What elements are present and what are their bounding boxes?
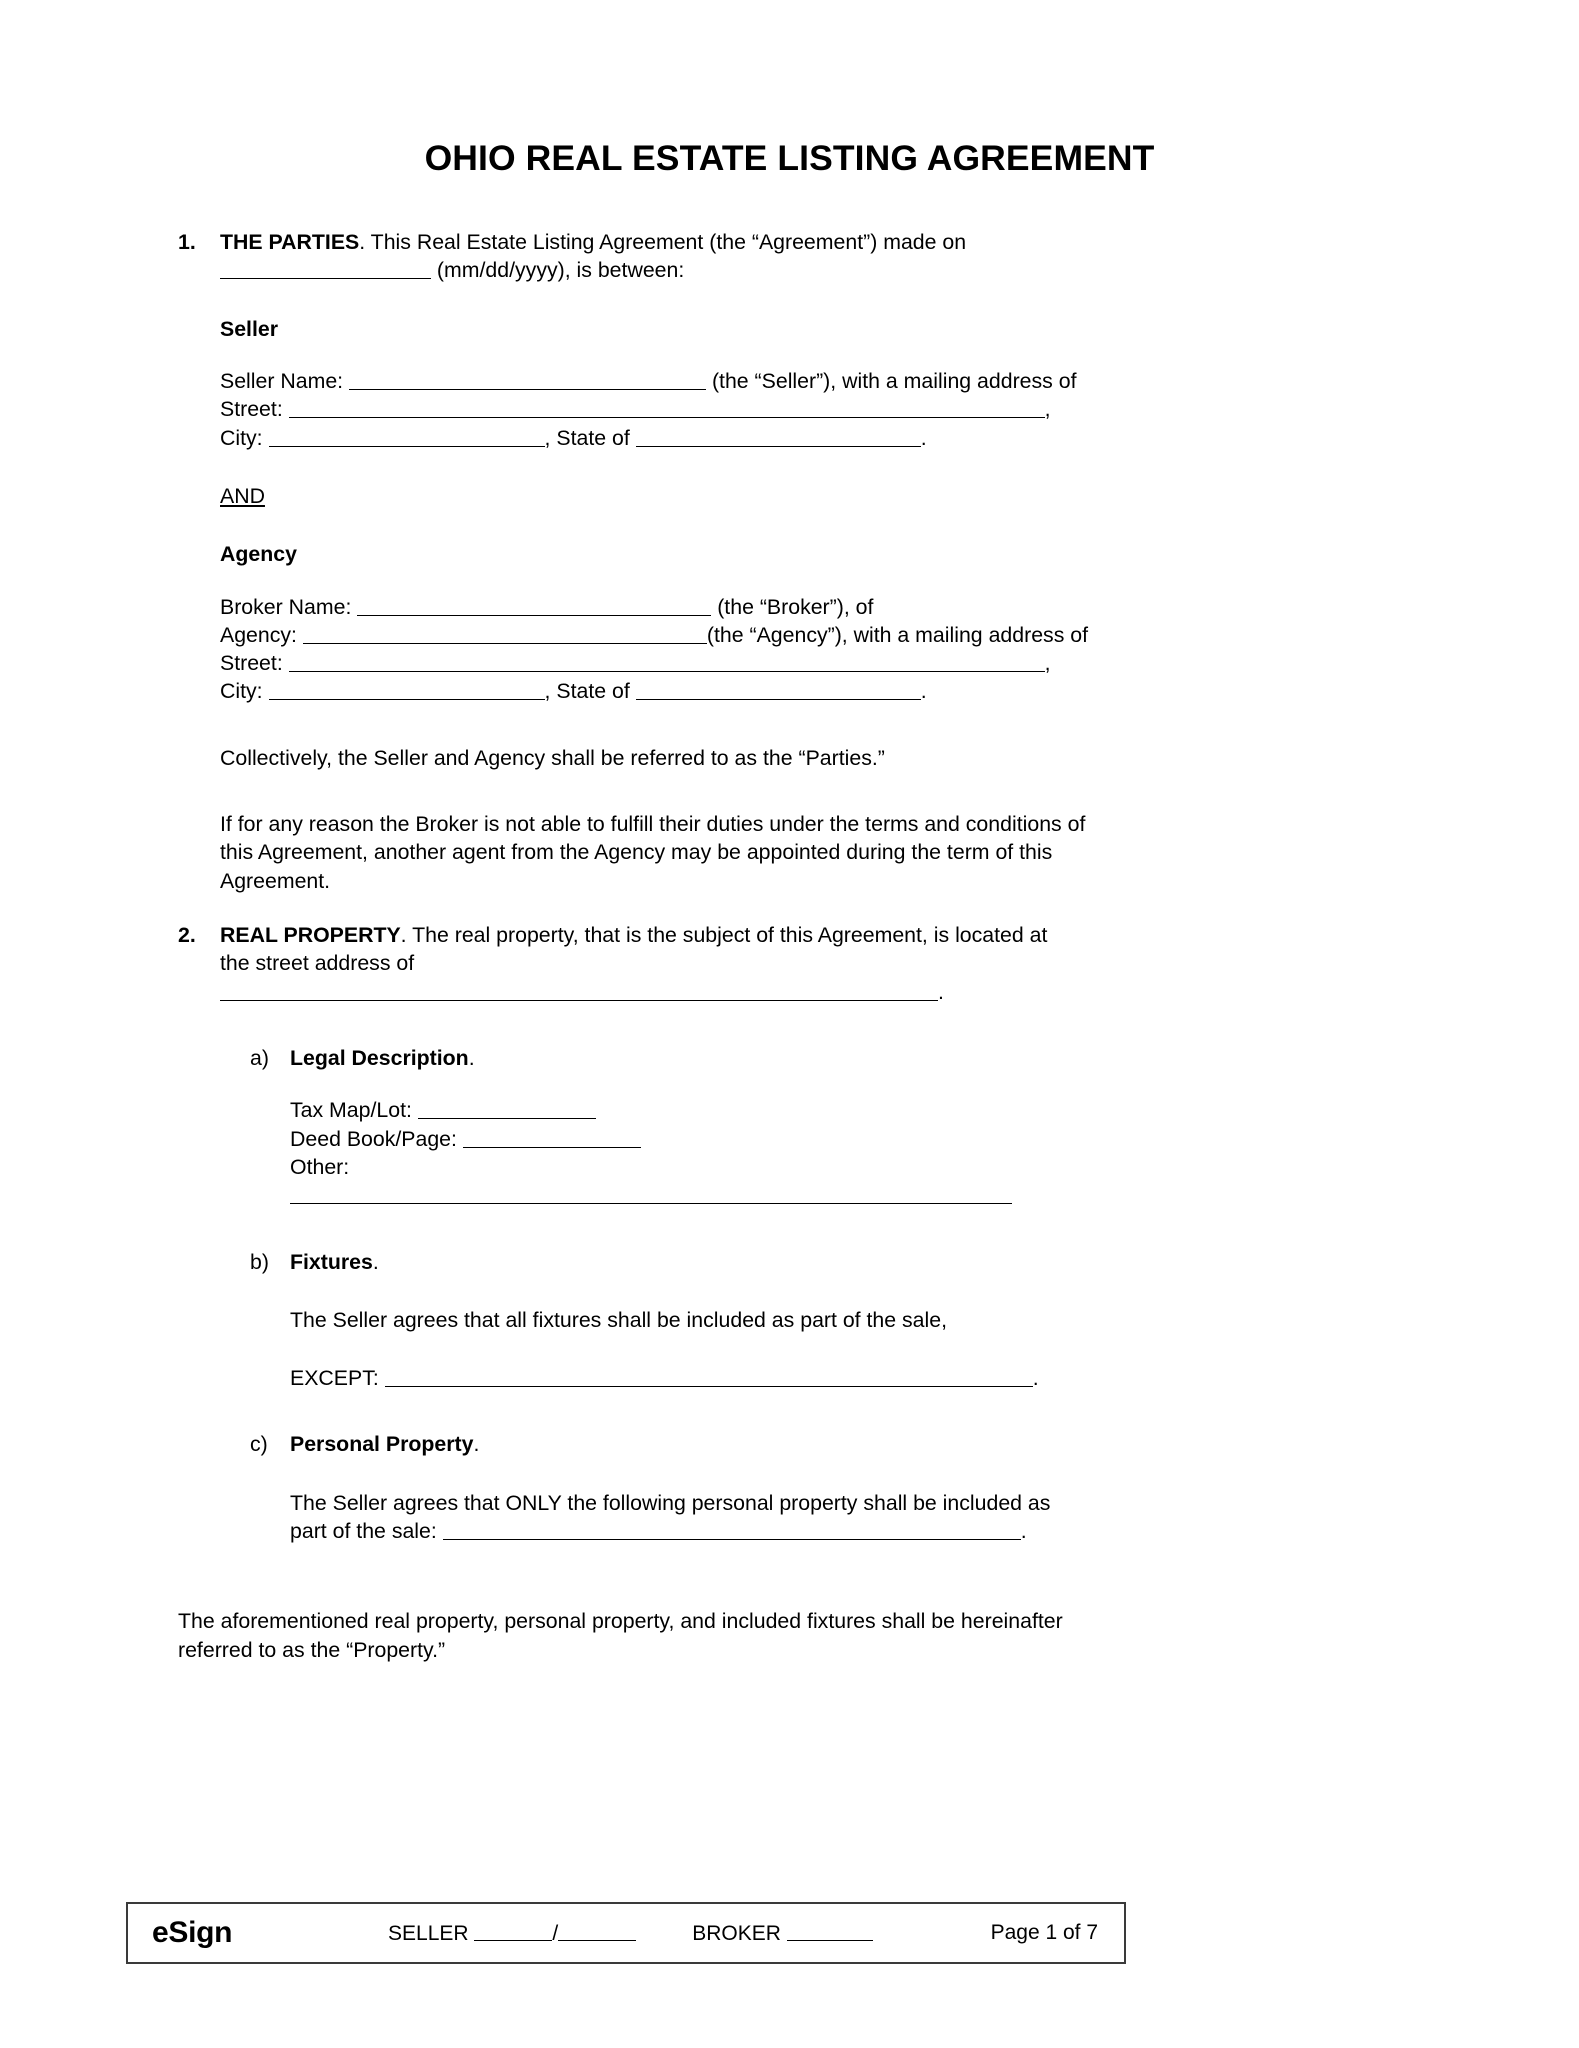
subclause-c <box>250 1430 1068 1458</box>
seller-city-blank[interactable] <box>269 425 545 446</box>
page-footer <box>126 1902 1126 1964</box>
legal-description-heading: Legal Description <box>290 1045 469 1070</box>
clause-2 <box>178 921 1068 1006</box>
subclause-b-letter: b) <box>250 1249 269 1274</box>
spacer <box>178 1392 1068 1430</box>
seller-name-line <box>220 367 1088 395</box>
personal-property-heading-suffix: . <box>473 1432 480 1457</box>
agency-street-line <box>220 649 1088 677</box>
seller-name-blank[interactable] <box>349 369 706 390</box>
spacer <box>178 1276 1068 1306</box>
seller-state-blank[interactable] <box>636 425 921 446</box>
clause-2-number: 2. <box>178 923 196 947</box>
spacer <box>220 285 1088 315</box>
agency-name-suffix: (the “Agency”), with a mailing address of <box>706 622 1089 647</box>
broker-name-suffix: (the “Broker”), of <box>717 594 874 619</box>
other-label: Other: <box>290 1154 350 1179</box>
personal-property-text-span: The Seller agrees that ONLY the following personal property shall be included as part of the sale: <box>290 1490 1051 1544</box>
broker-name-line <box>220 593 1088 621</box>
personal-property-text <box>290 1489 1068 1546</box>
seller-street-line <box>220 395 1088 423</box>
tax-map-line <box>290 1096 1068 1124</box>
agency-state-label: , State of <box>544 679 630 704</box>
other-blank[interactable] <box>290 1183 1012 1204</box>
agency-street-label: Street: <box>220 651 283 676</box>
fixtures-heading-suffix: . <box>372 1249 379 1274</box>
subclause-c-letter: c) <box>250 1432 268 1457</box>
clause-2-address-suffix: . <box>938 979 944 1004</box>
footer-broker-initials <box>692 1921 873 1946</box>
spacer <box>220 510 1088 540</box>
broker-name-label: Broker Name: <box>220 594 352 619</box>
agency-name-blank[interactable] <box>303 623 707 644</box>
subclause-a-letter: a) <box>250 1045 269 1070</box>
seller-street-blank[interactable] <box>289 397 1045 418</box>
clause-1-heading: THE PARTIES <box>220 230 360 254</box>
esign-logo: eSign <box>152 1916 233 1949</box>
legal-description-heading-suffix: . <box>468 1045 475 1070</box>
collectively-paragraph: Collectively, the Seller and Agency shall be referred to as the “Parties.” <box>220 745 885 770</box>
spacer <box>220 706 1088 744</box>
agency-city-suffix: . <box>920 679 927 704</box>
clause-1-intro <box>220 228 1088 256</box>
property-address-blank[interactable] <box>220 979 938 1000</box>
fixtures-detail <box>290 1306 1068 1393</box>
broker-name-blank[interactable] <box>357 594 711 615</box>
subclause-b-title <box>290 1248 1068 1276</box>
footer-seller-blank-1[interactable] <box>474 1921 552 1942</box>
tax-map-blank[interactable] <box>418 1098 596 1119</box>
page-title: OHIO REAL ESTATE LISTING AGREEMENT <box>424 138 1155 178</box>
agency-state-blank[interactable] <box>636 679 921 700</box>
spacer <box>178 1210 1068 1248</box>
clause-1-date-suffix: (mm/dd/yyyy), is between: <box>436 258 685 283</box>
clause-2-body <box>220 921 1068 1006</box>
spacer <box>220 569 1088 593</box>
clause-1-body <box>220 228 1088 895</box>
clause-1-intro-text: . This Real Estate Listing Agreement (the “Agreement”) made on <box>359 230 967 254</box>
other-line <box>290 1153 1068 1210</box>
deed-book-label: Deed Book/Page: <box>290 1126 457 1151</box>
clause-2-intro <box>220 921 1068 1006</box>
seller-street-label: Street: <box>220 397 283 422</box>
seller-fields <box>220 367 1088 452</box>
deed-book-line <box>290 1125 1068 1153</box>
seller-name-suffix: (the “Seller”), with a mailing address of <box>711 368 1077 393</box>
agency-city-label: City: <box>220 679 263 704</box>
subclause-a <box>250 1044 1068 1072</box>
seller-city-suffix: . <box>920 425 927 450</box>
fixtures-heading: Fixtures <box>290 1249 373 1274</box>
fixtures-except-blank[interactable] <box>385 1366 1033 1387</box>
seller-name-label: Seller Name: <box>220 368 344 393</box>
tax-map-label: Tax Map/Lot: <box>290 1098 412 1123</box>
property-definition-paragraph: The aforementioned real property, personal property, and included fixtures shall be hereinafter referred to as the “Property.” <box>178 1609 1063 1662</box>
fixtures-except-line <box>290 1364 1068 1392</box>
spacer <box>178 1459 1068 1489</box>
footer-initials-separator: / <box>552 1921 559 1945</box>
footer-broker-label: BROKER <box>692 1921 781 1945</box>
document-body <box>178 228 1089 1664</box>
personal-property-detail <box>290 1489 1068 1546</box>
fixtures-text: The Seller agrees that all fixtures shall be included as part of the sale, <box>290 1307 948 1332</box>
deed-book-blank[interactable] <box>463 1126 641 1147</box>
fixtures-except-label: EXCEPT: <box>290 1366 379 1391</box>
footer-page-number: Page 1 of 7 <box>990 1921 1098 1944</box>
subclause-b-body <box>290 1248 1068 1276</box>
footer-seller-label: SELLER <box>388 1921 469 1945</box>
personal-property-heading: Personal Property <box>290 1432 474 1457</box>
personal-property-text-suffix: . <box>1020 1519 1027 1544</box>
agency-section-label: Agency <box>220 542 297 567</box>
seller-street-suffix: , <box>1044 397 1051 422</box>
agency-name-line <box>220 621 1088 649</box>
subclause-a-title <box>290 1044 1068 1072</box>
spacer <box>178 1583 1068 1607</box>
spacer <box>178 1006 1068 1044</box>
agency-city-line <box>220 677 1088 705</box>
clause-1-date-line <box>220 256 1088 284</box>
clause-2-intro-text: . The real property, that is the subject of this Agreement, is located at the street address of <box>220 923 1048 976</box>
seller-section-label: Seller <box>220 316 279 341</box>
spacer <box>220 343 1088 367</box>
agency-city-blank[interactable] <box>269 679 545 700</box>
clause-2-heading: REAL PROPERTY <box>220 923 401 947</box>
broker-substitution-paragraph: If for any reason the Broker is not able to fulfill their duties under the terms and conditions of this Agreement, another agent from the Agency may be appointed during the term of this Agreement. <box>220 812 1086 893</box>
agreement-date-blank[interactable] <box>220 258 431 279</box>
spacer <box>290 1334 1068 1364</box>
seller-city-line <box>220 424 1088 452</box>
agency-fields <box>220 593 1088 706</box>
agency-name-label: Agency: <box>220 622 297 647</box>
fixtures-except-suffix: . <box>1032 1366 1039 1391</box>
spacer <box>220 772 1088 810</box>
spacer <box>178 1072 1068 1096</box>
agency-street-blank[interactable] <box>289 651 1045 672</box>
footer-seller-initials <box>388 1921 636 1946</box>
footer-broker-blank[interactable] <box>787 1921 873 1942</box>
subclause-a-body <box>290 1044 1068 1072</box>
subclause-b <box>250 1248 1068 1276</box>
spacer <box>178 1545 1068 1583</box>
subclause-c-body <box>290 1430 1068 1458</box>
seller-state-label: , State of <box>544 425 630 450</box>
subclause-c-title <box>290 1430 1068 1458</box>
clause-1 <box>178 228 1089 895</box>
spacer <box>220 452 1088 482</box>
seller-city-label: City: <box>220 425 263 450</box>
and-connector: AND <box>220 483 265 508</box>
personal-property-blank[interactable] <box>443 1519 1021 1540</box>
legal-description-fields <box>290 1096 1068 1209</box>
clause-1-number: 1. <box>178 230 196 254</box>
footer-seller-blank-2[interactable] <box>558 1921 636 1942</box>
agency-street-suffix: , <box>1044 651 1051 676</box>
